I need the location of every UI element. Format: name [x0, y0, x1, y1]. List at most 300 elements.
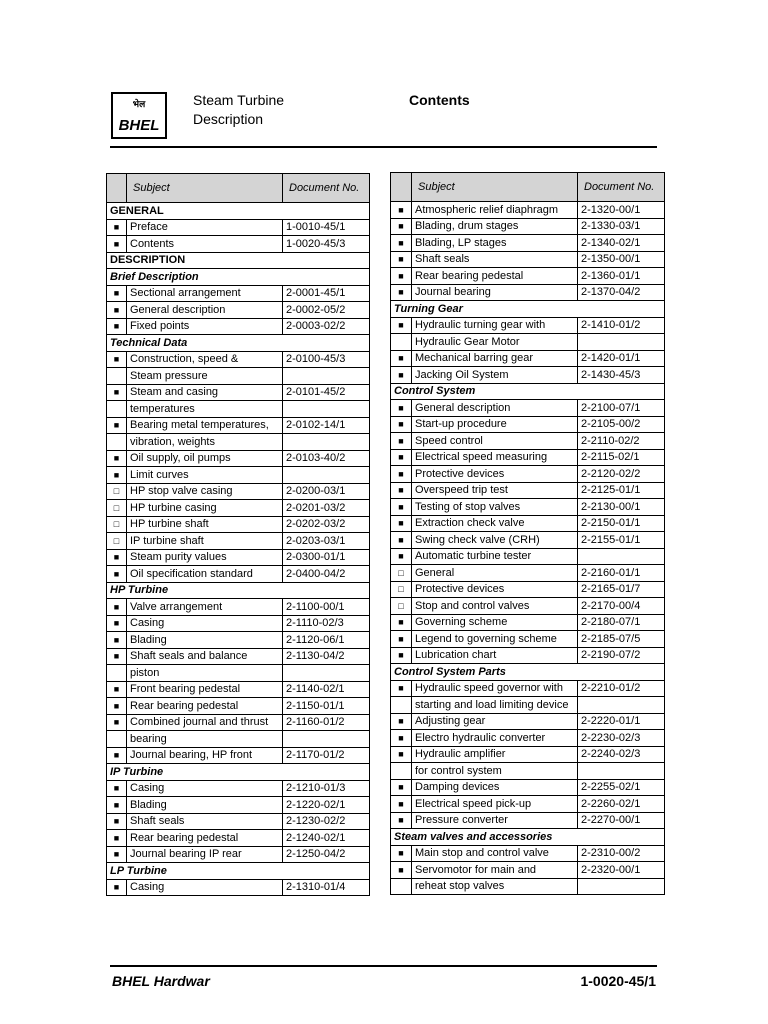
subject-cell: Rear bearing pedestal: [127, 830, 283, 847]
section-heading: GENERAL: [107, 203, 370, 220]
document-number-cell: 2-0002-05/2: [283, 302, 370, 319]
filled-square-bullet-icon: ■: [391, 268, 412, 285]
document-number-cell: 2-2105-00/2: [578, 416, 665, 433]
contents-heading: Contents: [409, 92, 470, 108]
filled-square-bullet-icon: ■: [107, 830, 127, 847]
table-row: [107, 813, 370, 830]
filled-square-bullet-icon: ■: [391, 499, 412, 516]
table-row: [107, 665, 370, 682]
table-row: [391, 202, 665, 219]
filled-square-bullet-icon: ■: [391, 796, 412, 813]
subject-cell: Protective devices: [412, 466, 578, 483]
document-number-cell: [283, 434, 370, 451]
document-number-cell: [283, 665, 370, 682]
table-row: [391, 235, 665, 252]
subject-cell: temperatures: [127, 401, 283, 418]
table-row: [391, 466, 665, 483]
document-number-cell: 2-1320-00/1: [578, 202, 665, 219]
filled-square-bullet-icon: ■: [391, 251, 412, 268]
filled-square-bullet-icon: ■: [391, 482, 412, 499]
subject-cell: Shaft seals: [127, 813, 283, 830]
filled-square-bullet-icon: ■: [391, 746, 412, 763]
table-row: [107, 780, 370, 797]
table-row: [391, 614, 665, 631]
subject-cell: Preface: [127, 219, 283, 236]
table-row: [107, 384, 370, 401]
subsection-heading-row: [391, 829, 665, 846]
document-number-cell: 2-1210-01/3: [283, 780, 370, 797]
subject-cell: bearing: [127, 731, 283, 748]
bullet-header: [107, 174, 127, 203]
subject-cell: Adjusting gear: [412, 713, 578, 730]
document-number-cell: 2-2120-02/2: [578, 466, 665, 483]
table-row: [107, 516, 370, 533]
subject-cell: Start-up procedure: [412, 416, 578, 433]
filled-square-bullet-icon: ■: [391, 317, 412, 334]
filled-square-bullet-icon: ■: [107, 698, 127, 715]
hollow-square-bullet-icon: □: [107, 500, 127, 517]
subsection-heading: Steam valves and accessories: [391, 829, 665, 846]
subject-cell: Blading: [127, 632, 283, 649]
subject-cell: General description: [127, 302, 283, 319]
table-row: [107, 632, 370, 649]
subject-cell: Blading, LP stages: [412, 235, 578, 252]
table-row: [391, 779, 665, 796]
document-number-cell: 2-1120-06/1: [283, 632, 370, 649]
hollow-square-bullet-icon: □: [107, 533, 127, 550]
subject-cell: Blading: [127, 797, 283, 814]
filled-square-bullet-icon: ■: [391, 515, 412, 532]
table-row: [391, 631, 665, 648]
filled-square-bullet-icon: ■: [107, 797, 127, 814]
document-number-cell: 2-1350-00/1: [578, 251, 665, 268]
table-row: [391, 317, 665, 334]
filled-square-bullet-icon: ■: [107, 467, 127, 484]
document-number-cell: 2-2260-02/1: [578, 796, 665, 813]
document-number-cell: 2-1170-01/2: [283, 747, 370, 764]
filled-square-bullet-icon: ■: [107, 879, 127, 896]
table-row: [391, 416, 665, 433]
document-number-cell: [578, 878, 665, 895]
table-row: [391, 697, 665, 714]
filled-square-bullet-icon: ■: [391, 235, 412, 252]
table-row: [391, 796, 665, 813]
document-title: [193, 91, 284, 129]
table-row: [107, 401, 370, 418]
document-number-cell: 2-0100-45/3: [283, 351, 370, 368]
subject-cell: Atmospheric relief diaphragm: [412, 202, 578, 219]
table-row: [107, 533, 370, 550]
table-row: [391, 218, 665, 235]
filled-square-bullet-icon: ■: [107, 450, 127, 467]
table-row: [107, 846, 370, 863]
document-number-cell: 2-1230-02/2: [283, 813, 370, 830]
subsection-heading: Brief Description: [107, 269, 370, 286]
subject-cell: Jacking Oil System: [412, 367, 578, 384]
table-row: [391, 499, 665, 516]
filled-square-bullet-icon: ■: [391, 812, 412, 829]
filled-square-bullet-icon: ■: [391, 367, 412, 384]
document-number-cell: 2-0200-03/1: [283, 483, 370, 500]
subject-cell: Damping devices: [412, 779, 578, 796]
subject-cell: Legend to governing scheme: [412, 631, 578, 648]
subsection-heading-row: [107, 582, 370, 599]
document-number-cell: 2-0103-40/2: [283, 450, 370, 467]
subject-cell: Fixed points: [127, 318, 283, 335]
subject-cell: Journal bearing IP rear: [127, 846, 283, 863]
document-number-cell: 2-0102-14/1: [283, 417, 370, 434]
subsection-heading-row: [391, 301, 665, 318]
table-row: [107, 731, 370, 748]
table-row: [107, 566, 370, 583]
bullet-cell: [107, 401, 127, 418]
table-row: [107, 236, 370, 253]
document-number-cell: 2-1340-02/1: [578, 235, 665, 252]
table-row: [107, 500, 370, 517]
table-row: [107, 417, 370, 434]
table-row: [107, 681, 370, 698]
footer-divider: [110, 965, 657, 967]
table-row: [391, 812, 665, 829]
table-row: [391, 548, 665, 565]
header-divider: [110, 146, 657, 148]
table-row: [107, 285, 370, 302]
section-heading-row: [107, 252, 370, 269]
subsection-heading: LP Turbine: [107, 863, 370, 880]
table-row: [107, 434, 370, 451]
table-row: [107, 797, 370, 814]
filled-square-bullet-icon: ■: [107, 318, 127, 335]
subsection-heading: IP Turbine: [107, 764, 370, 781]
filled-square-bullet-icon: ■: [391, 350, 412, 367]
document-number-cell: [578, 548, 665, 565]
subject-cell: Limit curves: [127, 467, 283, 484]
bullet-cell: [107, 434, 127, 451]
document-number-cell: 2-2165-01/7: [578, 581, 665, 598]
title-line-2: Description: [193, 111, 264, 127]
footer-document-number: 1-0020-45/1: [580, 973, 656, 989]
subject-cell: Casing: [127, 615, 283, 632]
filled-square-bullet-icon: ■: [391, 416, 412, 433]
subject-cell: HP turbine shaft: [127, 516, 283, 533]
filled-square-bullet-icon: ■: [391, 202, 412, 219]
document-number-cell: 2-0202-03/2: [283, 516, 370, 533]
document-number-cell: 2-2150-01/1: [578, 515, 665, 532]
filled-square-bullet-icon: ■: [107, 384, 127, 401]
bullet-cell: [107, 731, 127, 748]
table-row: [107, 879, 370, 896]
subject-cell: Rear bearing pedestal: [127, 698, 283, 715]
document-number-cell: 2-1250-04/2: [283, 846, 370, 863]
subject-cell: Bearing metal temperatures,: [127, 417, 283, 434]
filled-square-bullet-icon: ■: [391, 680, 412, 697]
document-number-cell: 2-2125-01/1: [578, 482, 665, 499]
subject-cell: Construction, speed &: [127, 351, 283, 368]
document-number-cell: 2-2160-01/1: [578, 565, 665, 582]
document-number-cell: 2-2110-02/2: [578, 433, 665, 450]
table-row: [107, 219, 370, 236]
subject-header: Subject: [412, 173, 578, 202]
subject-cell: Overspeed trip test: [412, 482, 578, 499]
subsection-heading-row: [391, 383, 665, 400]
bullet-cell: [391, 334, 412, 351]
document-number-cell: 2-1220-02/1: [283, 797, 370, 814]
table-row: [107, 747, 370, 764]
document-number-cell: 2-1150-01/1: [283, 698, 370, 715]
hollow-square-bullet-icon: □: [391, 565, 412, 582]
subject-cell: Oil supply, oil pumps: [127, 450, 283, 467]
filled-square-bullet-icon: ■: [391, 631, 412, 648]
filled-square-bullet-icon: ■: [107, 549, 127, 566]
table-row: [391, 367, 665, 384]
document-number-cell: 2-1140-02/1: [283, 681, 370, 698]
subject-cell: Oil specification standard: [127, 566, 283, 583]
bullet-cell: [107, 368, 127, 385]
subject-cell: Electrical speed pick-up: [412, 796, 578, 813]
section-heading-row: [107, 203, 370, 220]
subject-cell: Steam purity values: [127, 549, 283, 566]
filled-square-bullet-icon: ■: [107, 648, 127, 665]
hollow-square-bullet-icon: □: [391, 581, 412, 598]
subject-cell: Pressure converter: [412, 812, 578, 829]
subject-cell: starting and load limiting device: [412, 697, 578, 714]
subject-cell: Steam pressure: [127, 368, 283, 385]
subject-cell: Mechanical barring gear: [412, 350, 578, 367]
subject-cell: HP stop valve casing: [127, 483, 283, 500]
subsection-heading-row: [391, 664, 665, 681]
subject-cell: Electro hydraulic converter: [412, 730, 578, 747]
table-row: [107, 830, 370, 847]
document-number-cell: 1-0010-45/1: [283, 219, 370, 236]
subject-cell: Hydraulic turning gear with: [412, 317, 578, 334]
table-row: [391, 680, 665, 697]
subject-cell: Valve arrangement: [127, 599, 283, 616]
table-row: [391, 334, 665, 351]
table-row: [107, 467, 370, 484]
subject-cell: Journal bearing: [412, 284, 578, 301]
document-number-cell: 2-1110-02/3: [283, 615, 370, 632]
filled-square-bullet-icon: ■: [391, 284, 412, 301]
table-row: [107, 318, 370, 335]
subject-cell: piston: [127, 665, 283, 682]
document-number-cell: 1-0020-45/3: [283, 236, 370, 253]
bullet-cell: [391, 763, 412, 780]
subject-cell: Casing: [127, 780, 283, 797]
table-row: [107, 714, 370, 731]
hollow-square-bullet-icon: □: [107, 483, 127, 500]
logo-hindi-text: भेल: [132, 100, 146, 110]
subject-cell: Hydraulic speed governor with: [412, 680, 578, 697]
title-line-1: Steam Turbine: [193, 92, 285, 108]
document-number-cell: [283, 731, 370, 748]
document-number-cell: [578, 697, 665, 714]
table-row: [391, 350, 665, 367]
document-number-cell: 2-0203-03/1: [283, 533, 370, 550]
subject-cell: Speed control: [412, 433, 578, 450]
subject-cell: Swing check valve (CRH): [412, 532, 578, 549]
filled-square-bullet-icon: ■: [107, 846, 127, 863]
table-row: [107, 351, 370, 368]
document-number-cell: 2-1130-04/2: [283, 648, 370, 665]
subject-cell: General: [412, 565, 578, 582]
filled-square-bullet-icon: ■: [107, 236, 127, 253]
document-number-cell: 2-2210-01/2: [578, 680, 665, 697]
table-row: [107, 368, 370, 385]
filled-square-bullet-icon: ■: [107, 780, 127, 797]
document-number-cell: 2-2310-00/2: [578, 845, 665, 862]
table-row: [391, 515, 665, 532]
filled-square-bullet-icon: ■: [391, 466, 412, 483]
bullet-cell: [391, 878, 412, 895]
filled-square-bullet-icon: ■: [391, 548, 412, 565]
subject-cell: Rear bearing pedestal: [412, 268, 578, 285]
filled-square-bullet-icon: ■: [107, 219, 127, 236]
document-number-cell: 2-2190-07/2: [578, 647, 665, 664]
hollow-square-bullet-icon: □: [107, 516, 127, 533]
table-row: [391, 433, 665, 450]
section-heading: DESCRIPTION: [107, 252, 370, 269]
subsection-heading-row: [107, 335, 370, 352]
subject-cell: IP turbine shaft: [127, 533, 283, 550]
subject-cell: General description: [412, 400, 578, 417]
filled-square-bullet-icon: ■: [391, 730, 412, 747]
filled-square-bullet-icon: ■: [391, 713, 412, 730]
table-header-row: [391, 173, 665, 202]
footer-company: BHEL Hardwar: [112, 973, 210, 989]
filled-square-bullet-icon: ■: [107, 813, 127, 830]
subject-cell: Combined journal and thrust: [127, 714, 283, 731]
table-row: [391, 565, 665, 582]
document-number-cell: [578, 334, 665, 351]
document-number-cell: 2-0201-03/2: [283, 500, 370, 517]
subject-cell: Casing: [127, 879, 283, 896]
document-number-cell: 2-0003-02/2: [283, 318, 370, 335]
document-number-cell: 2-2230-02/3: [578, 730, 665, 747]
table-row: [391, 482, 665, 499]
document-number-cell: 2-2170-00/4: [578, 598, 665, 615]
filled-square-bullet-icon: ■: [391, 845, 412, 862]
subject-cell: reheat stop valves: [412, 878, 578, 895]
table-row: [391, 647, 665, 664]
hollow-square-bullet-icon: □: [391, 598, 412, 615]
table-row: [107, 450, 370, 467]
document-number-cell: 2-1410-01/2: [578, 317, 665, 334]
subject-cell: for control system: [412, 763, 578, 780]
table-row: [107, 483, 370, 500]
filled-square-bullet-icon: ■: [107, 599, 127, 616]
filled-square-bullet-icon: ■: [107, 632, 127, 649]
document-no-header: Document No.: [283, 174, 370, 203]
table-header-row: [107, 174, 370, 203]
subject-cell: Testing of stop valves: [412, 499, 578, 516]
subject-cell: Blading, drum stages: [412, 218, 578, 235]
table-row: [391, 763, 665, 780]
filled-square-bullet-icon: ■: [107, 615, 127, 632]
document-number-cell: 2-2130-00/1: [578, 499, 665, 516]
filled-square-bullet-icon: ■: [391, 779, 412, 796]
document-number-cell: 2-1360-01/1: [578, 268, 665, 285]
table-row: [107, 549, 370, 566]
table-row: [107, 615, 370, 632]
document-number-cell: 2-2180-07/1: [578, 614, 665, 631]
bullet-cell: [107, 665, 127, 682]
subject-cell: Front bearing pedestal: [127, 681, 283, 698]
table-row: [391, 878, 665, 895]
document-number-cell: 2-2115-02/1: [578, 449, 665, 466]
filled-square-bullet-icon: ■: [107, 285, 127, 302]
subject-cell: Shaft seals: [412, 251, 578, 268]
filled-square-bullet-icon: ■: [391, 614, 412, 631]
table-row: [107, 599, 370, 616]
table-row: [391, 845, 665, 862]
filled-square-bullet-icon: ■: [391, 433, 412, 450]
document-number-cell: 2-1430-45/3: [578, 367, 665, 384]
subject-cell: Governing scheme: [412, 614, 578, 631]
subsection-heading: Control System: [391, 383, 665, 400]
subject-cell: Hydraulic amplifier: [412, 746, 578, 763]
document-number-cell: 2-1100-00/1: [283, 599, 370, 616]
document-number-cell: [283, 467, 370, 484]
filled-square-bullet-icon: ■: [391, 218, 412, 235]
document-number-cell: 2-1160-01/2: [283, 714, 370, 731]
subject-cell: Contents: [127, 236, 283, 253]
table-row: [391, 730, 665, 747]
contents-table-left: [106, 173, 370, 896]
bhel-logo: [111, 92, 167, 139]
subject-cell: Protective devices: [412, 581, 578, 598]
table-row: [391, 713, 665, 730]
document-number-cell: 2-2185-07/5: [578, 631, 665, 648]
document-number-cell: 2-1370-04/2: [578, 284, 665, 301]
table-row: [391, 449, 665, 466]
subject-cell: HP turbine casing: [127, 500, 283, 517]
document-number-cell: [578, 763, 665, 780]
table-row: [107, 302, 370, 319]
filled-square-bullet-icon: ■: [107, 714, 127, 731]
document-number-cell: 2-0001-45/1: [283, 285, 370, 302]
table-row: [391, 598, 665, 615]
bullet-cell: [391, 697, 412, 714]
document-number-cell: [283, 401, 370, 418]
document-number-cell: 2-2240-02/3: [578, 746, 665, 763]
document-number-cell: 2-1420-01/1: [578, 350, 665, 367]
subsection-heading-row: [107, 269, 370, 286]
document-number-cell: 2-2155-01/1: [578, 532, 665, 549]
subsection-heading-row: [107, 863, 370, 880]
document-number-cell: 2-0300-01/1: [283, 549, 370, 566]
table-row: [391, 581, 665, 598]
bullet-header: [391, 173, 412, 202]
table-row: [107, 698, 370, 715]
filled-square-bullet-icon: ■: [107, 747, 127, 764]
subject-cell: Shaft seals and balance: [127, 648, 283, 665]
document-number-cell: 2-0101-45/2: [283, 384, 370, 401]
subsection-heading: HP Turbine: [107, 582, 370, 599]
filled-square-bullet-icon: ■: [391, 647, 412, 664]
logo-text: BHEL: [118, 117, 160, 134]
subject-cell: Lubrication chart: [412, 647, 578, 664]
subject-cell: Electrical speed measuring: [412, 449, 578, 466]
table-row: [391, 251, 665, 268]
document-number-cell: 2-2270-00/1: [578, 812, 665, 829]
filled-square-bullet-icon: ■: [107, 566, 127, 583]
subject-cell: Stop and control valves: [412, 598, 578, 615]
filled-square-bullet-icon: ■: [391, 400, 412, 417]
table-row: [391, 746, 665, 763]
filled-square-bullet-icon: ■: [107, 417, 127, 434]
subject-cell: Steam and casing: [127, 384, 283, 401]
subsection-heading: Turning Gear: [391, 301, 665, 318]
